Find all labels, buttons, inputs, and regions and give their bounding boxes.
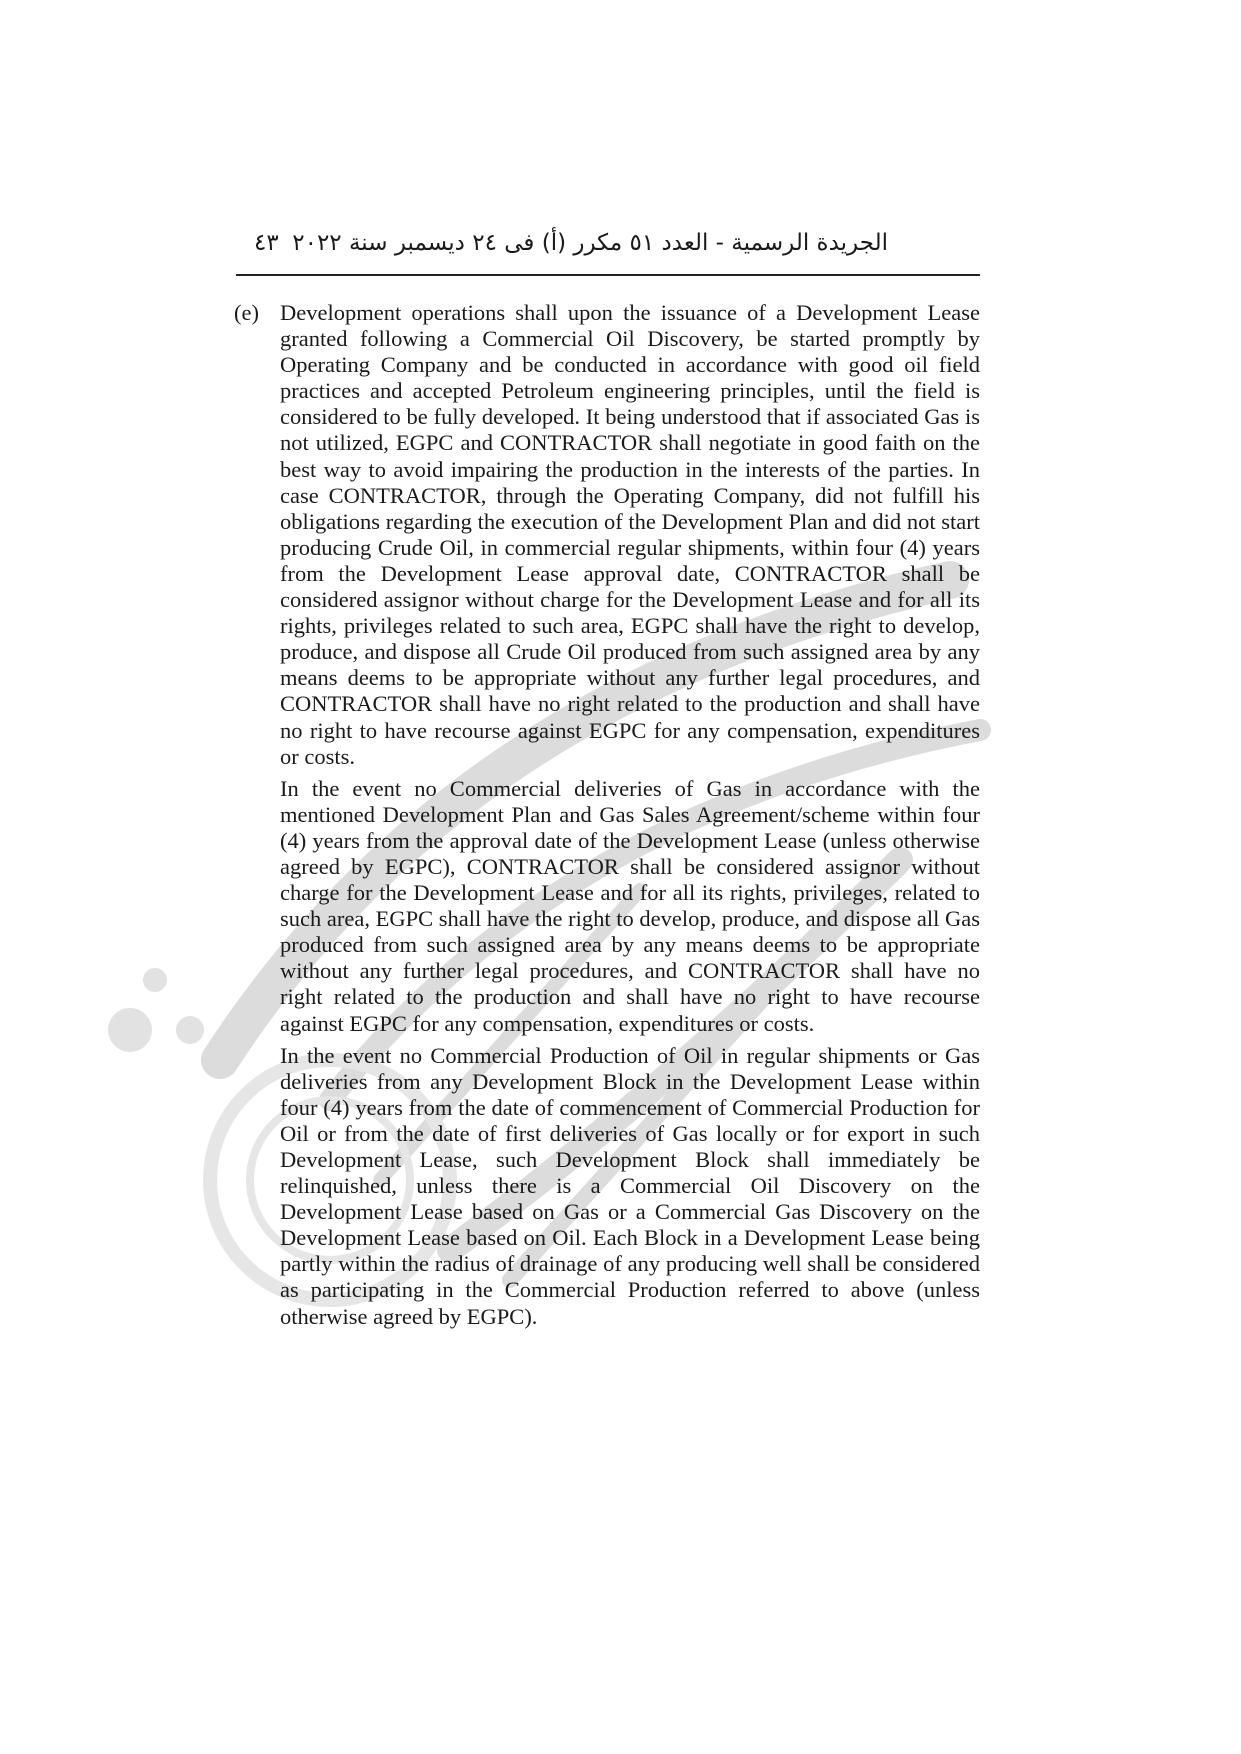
clause-paragraph-2 (234, 776, 980, 1037)
document-body (234, 300, 980, 1336)
gazette-title: الجريدة الرسمية - العدد ٥١ مكرر (أ) فى ٢٤ ديسمبر سنة ٢٠٢٢ (292, 230, 888, 256)
clause-text-3: In the event no Commercial Production of Oil in regular shipments or Gas deliveries from any Development Block in the Development Lease within four (4) years from the date of commencement of Commercial Production for Oil or from the date of first deliveries of Gas locally or for export in such Development Lease, such Development Block shall immediately be relinquished, unless there is a Commercial Oil Discovery on the Development Lease based on Gas or a Commercial Gas Discovery on the Development Lease based on Oil. Each Block in a Development Lease being partly within the radius of drainage of any producing well shall be considered as participating in the Commercial Production referred to above (unless otherwise agreed by EGPC). (280, 1042, 980, 1329)
page-header (236, 226, 980, 276)
watermark-dot-2 (176, 1016, 204, 1044)
clause-paragraph-3 (234, 1043, 980, 1330)
clause-label: (e) (234, 300, 259, 325)
clause-paragraph-1 (234, 300, 980, 770)
clause-text-1: Development operations shall upon the issuance of a Development Lease granted following a Commercial Oil Discovery, be started promptly by Operating Company and be conducted in accordance with good oil field practices and accepted Petroleum engineering principles, until the field is considered to be fully developed. It being understood that if associated Gas is not utilized, EGPC and CONTRACTOR shall negotiate in good faith on the best way to avoid impairing the production in the interests of the parties. In case CONTRACTOR, through the Operating Company, did not fulfill his obligations regarding the execution of the Development Plan and did not start producing Crude Oil, in commercial regular shipments, within four (4) years from the Development Lease approval date, CONTRACTOR shall be considered assignor without charge for the Development Lease and for all its rights, privileges related to such area, EGPC shall have the right to develop, produce, and dispose all Crude Oil produced from such assigned area by any means deems to be appropriate without any further legal procedures, and CONTRACTOR shall have no right related to the production and shall have no right to have recourse against EGPC for any compensation, expenditures or costs. (280, 300, 980, 769)
watermark-dot-1 (108, 1008, 152, 1052)
watermark-dot-3 (143, 968, 167, 992)
page-number: ٤٣ (254, 230, 279, 256)
clause-text-2: In the event no Commercial deliveries of Gas in accordance with the mentioned Development Plan and Gas Sales Agreement/scheme within four (4) years from the approval date of the Development Lease (unless otherwise agreed by EGPC), CONTRACTOR shall be considered assignor without charge for the Development Lease and for all its rights, privileges, related to such area, EGPC shall have the right to develop, produce, and dispose all Gas produced from such assigned area by any means deems to be appropriate without any further legal procedures, and CONTRACTOR shall have no right related to the production and shall have no right to have recourse against EGPC for any compensation, expenditures or costs. (280, 775, 980, 1036)
